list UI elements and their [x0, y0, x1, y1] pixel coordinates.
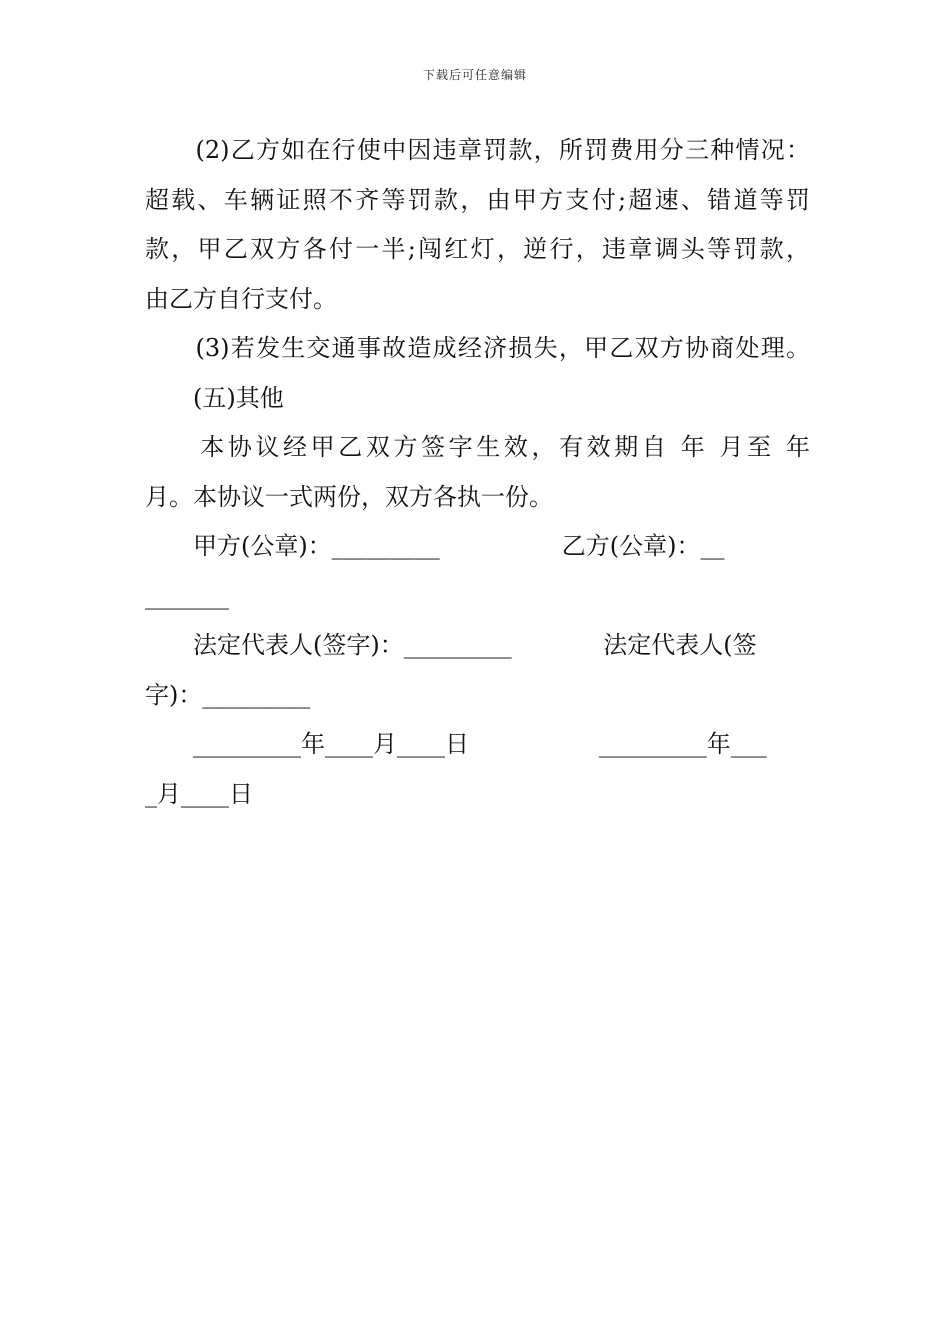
section-five-heading: (五)其他 — [145, 383, 284, 412]
clause-2-line-3: 款，甲乙双方各付一半;闯红灯，逆行，违章调头等罚款， — [145, 235, 810, 263]
validity-line-2: 月。本协议一式两份，双方各执一份。 — [145, 482, 553, 511]
clause-3: (3)若发生交通事故造成经济损失，甲乙双方协商处理。 — [145, 334, 810, 362]
clause-2-line-4: 由乙方自行支付。 — [145, 284, 337, 313]
date-line-cont: _月____日 — [145, 779, 253, 808]
clause-2-line-2: 超载、车辆证照不齐等罚款，由甲方支付;超速、错道等罚 — [145, 185, 810, 214]
date-line: _________年____月____日 _________年___ — [145, 730, 767, 758]
page-header-note: 下载后可任意编辑 — [422, 68, 527, 82]
legal-rep-signature-line: 法定代表人(签字)：_________ 法定代表人(签 — [145, 631, 757, 659]
legal-rep-signature-line-cont: 字)：_________ — [145, 680, 311, 709]
clause-2-line-1: (2)乙方如在行使中因违章罚款，所罚费用分三种情况： — [145, 136, 810, 164]
party-seal-line-cont: _______ — [145, 581, 229, 610]
validity-line-1: 本协议经甲乙双方签字生效，有效期自 年 月至 年 — [145, 433, 810, 461]
party-seal-line: 甲方(公章)：_________ 乙方(公章)：__ — [145, 532, 725, 560]
document-body — [145, 126, 810, 819]
